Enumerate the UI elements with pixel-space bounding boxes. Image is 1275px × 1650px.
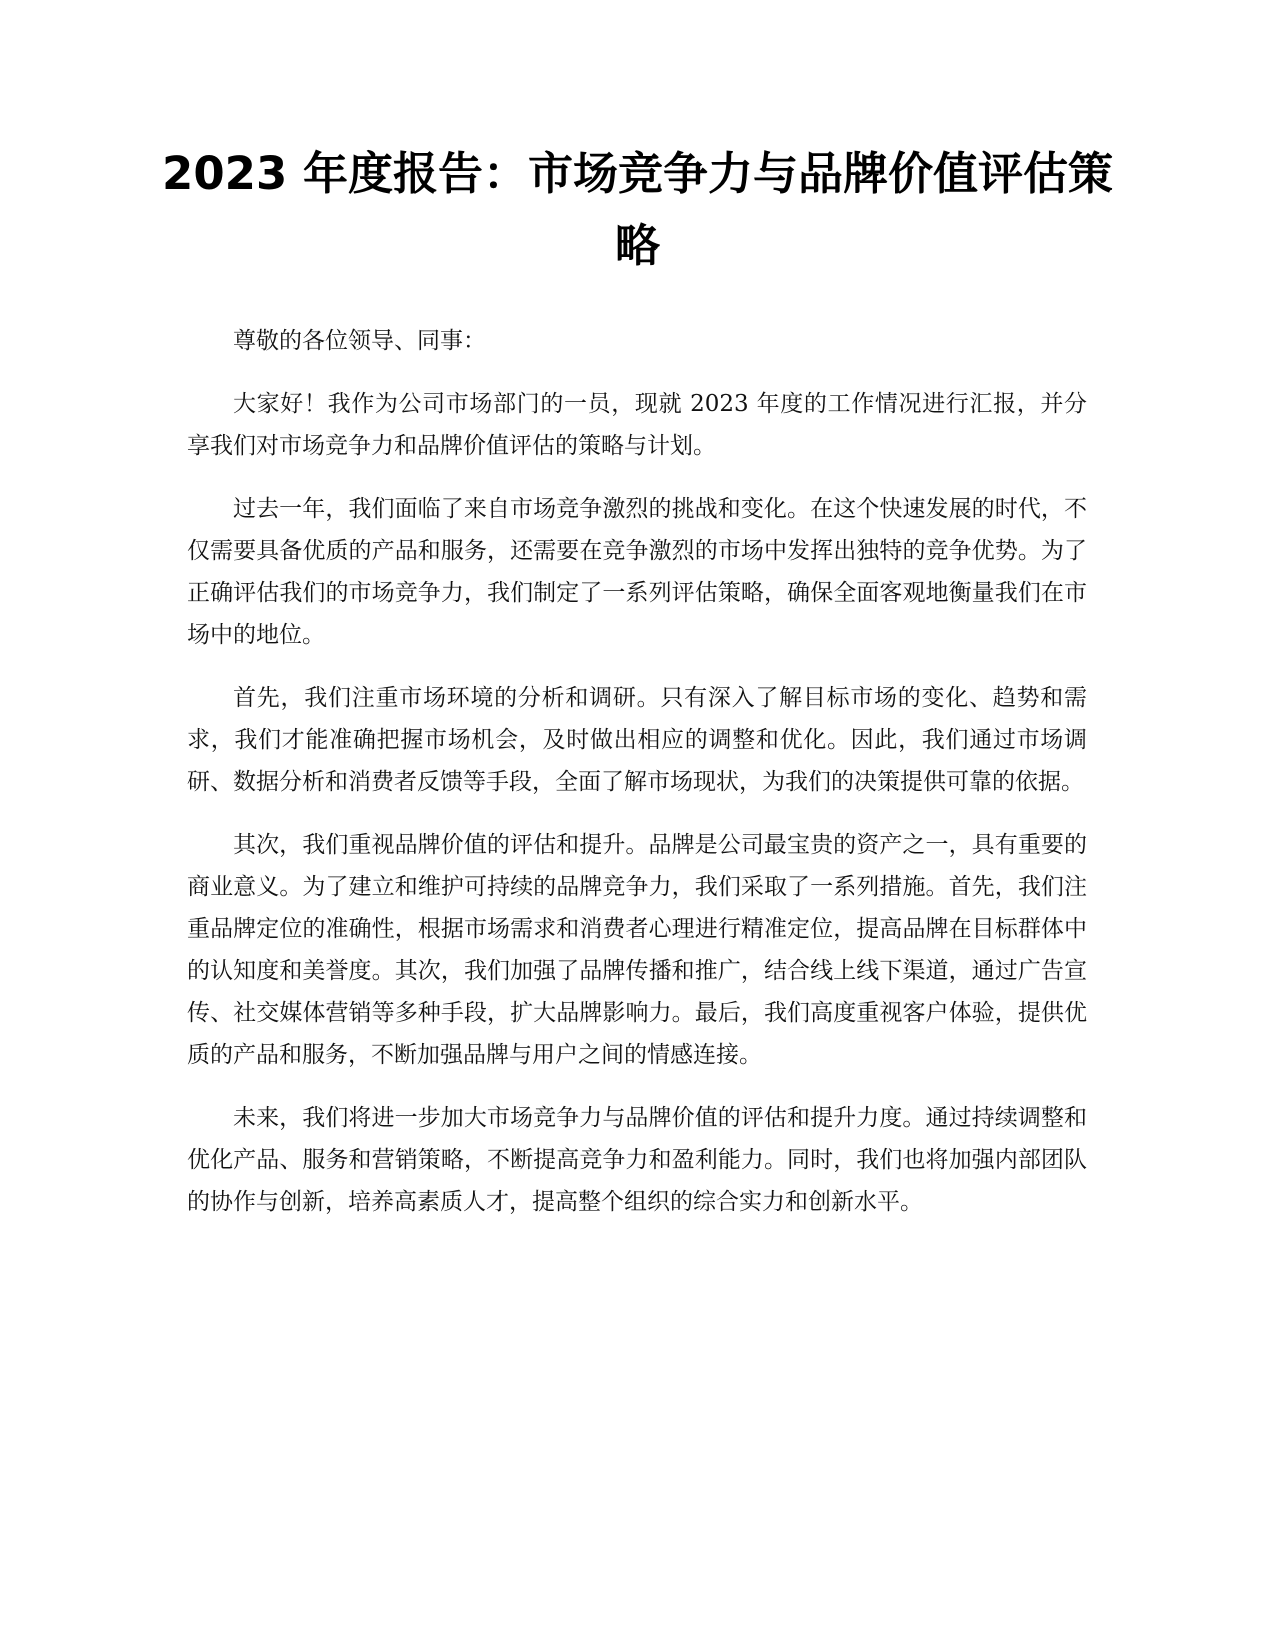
greeting-paragraph: 大家好！我作为公司市场部门的一员，现就 2023 年度的工作情况进行汇报，并分享我们对市场竞争力和品牌价值评估的策略与计划。 (187, 391, 1087, 459)
past-year-paragraph: 过去一年，我们面临了来自市场竞争激烈的挑战和变化。在这个快速发展的时代，不仅需要具备优质的产品和服务，还需要在竞争激烈的市场中发挥出独特的竞争优势。为了正确评估我们的市场竞争力，我们制定了一系列评估策略，确保全面客观地衡量我们在市场中的地位。 (187, 496, 1087, 648)
salutation-paragraph: 尊敬的各位领导、同事： (233, 328, 486, 354)
brand-value-paragraph: 其次，我们重视品牌价值的评估和提升。品牌是公司最宝贵的资产之一，具有重要的商业意义。为了建立和维护可持续的品牌竞争力，我们采取了一系列措施。首先，我们注重品牌定位的准确性，根据市场需求和消费者心理进行精准定位，提高品牌在目标群体中的认知度和美誉度。其次，我们加强了品牌传播和推广，结合线上线下渠道，通过广告宣传、社交媒体营销等多种手段，扩大品牌影响力。最后，我们高度重视客户体验，提供优质的产品和服务，不断加强品牌与用户之间的情感连接。 (187, 832, 1087, 1068)
market-analysis-paragraph: 首先，我们注重市场环境的分析和调研。只有深入了解目标市场的变化、趋势和需求，我们才能准确把握市场机会，及时做出相应的调整和优化。因此，我们通过市场调研、数据分析和消费者反馈等手段，全面了解市场现状，为我们的决策提供可靠的依据。 (187, 685, 1087, 795)
document-body (187, 320, 1087, 1244)
document-title: 2023 年度报告：市场竞争力与品牌价值评估策略 (162, 147, 1113, 272)
future-plan-paragraph: 未来，我们将进一步加大市场竞争力与品牌价值的评估和提升力度。通过持续调整和优化产品、服务和营销策略，不断提高竞争力和盈利能力。同时，我们也将加强内部团队的协作与创新，培养高素质人才，提高整个组织的综合实力和创新水平。 (187, 1105, 1087, 1215)
